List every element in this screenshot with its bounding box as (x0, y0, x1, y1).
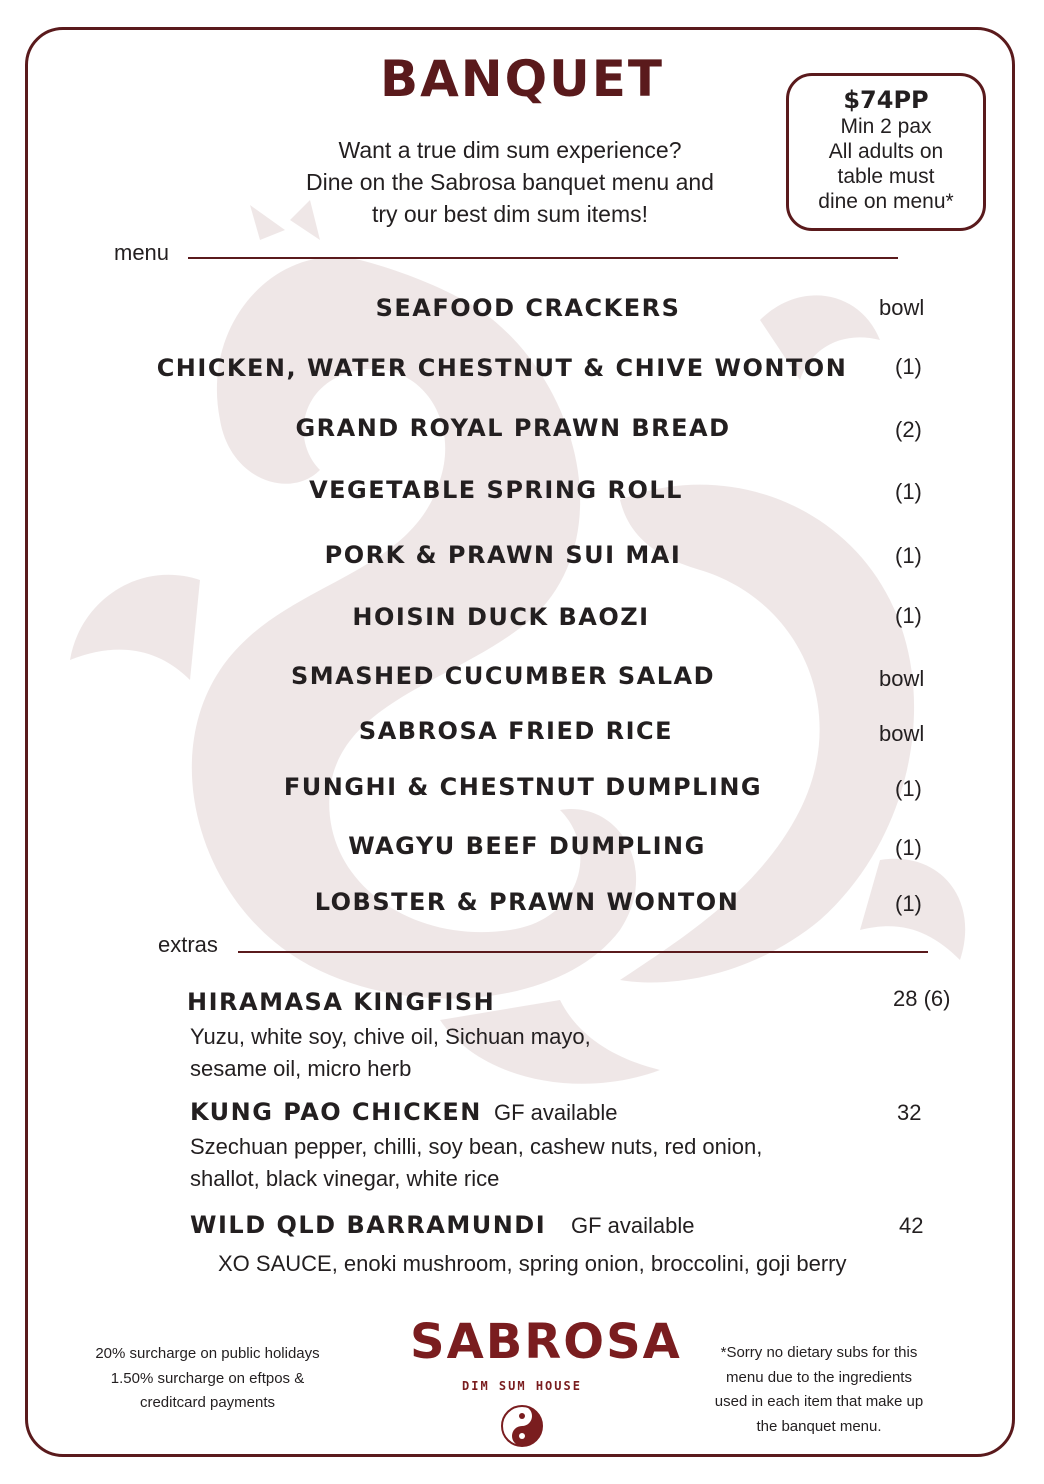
menu-item-qty: bowl (879, 295, 925, 320)
menu-item-name: LOBSTER & PRAWN WONTON (314, 888, 740, 916)
menu-item-qty: (1) (895, 835, 922, 860)
menu-item-name: SMASHED CUCUMBER SALAD (290, 662, 716, 690)
gf-note: GF available (571, 1213, 695, 1238)
menu-item-qty: (1) (895, 776, 922, 801)
extra-item-price: 42 (899, 1213, 924, 1238)
footer-line: the banquet menu. (756, 1417, 882, 1435)
footer-line: *Sorry no dietary subs for this (720, 1344, 918, 1361)
intro-line: Want a true dim sum experience? (338, 137, 682, 163)
menu-item-name: CHICKEN, WATER CHESTNUT & CHIVE WONTON (156, 354, 848, 382)
menu-item-qty: bowl (879, 721, 925, 746)
page-title: BANQUET (379, 50, 665, 108)
price-condition: Min 2 pax (840, 115, 932, 138)
logo-subtitle: DIM SUM HOUSE (462, 1379, 582, 1393)
extras-section-label: extras (158, 932, 218, 957)
extra-item-description: Yuzu, white soy, chive oil, Sichuan mayo, (190, 1024, 591, 1049)
menu-item-qty: (1) (895, 354, 922, 379)
extras-divider (238, 951, 928, 953)
menu-item-name: GRAND ROYAL PRAWN BREAD (295, 414, 731, 442)
sabrosa-logo: SABROSA (410, 1314, 682, 1370)
footer-line: 1.50% surcharge on eftpos & (110, 1369, 305, 1387)
gf-note: GF available (494, 1100, 618, 1125)
footer-line: creditcard payments (139, 1394, 276, 1411)
extra-item-description: Szechuan pepper, chilli, soy bean, cashew nuts, red onion, (190, 1134, 763, 1159)
intro-line: Dine on the Sabrosa banquet menu and (306, 169, 714, 195)
footer-line: 20% surcharge on public holidays (95, 1345, 320, 1362)
extra-item-price: 32 (897, 1100, 922, 1125)
extra-item-description: XO SAUCE, enoki mushroom, spring onion, broccolini, goji berry (218, 1251, 847, 1276)
price-condition: table must (837, 165, 935, 188)
extra-item-description: sesame oil, micro herb (190, 1056, 412, 1081)
dietary-note (690, 1341, 948, 1439)
menu-item-name: FUNGHI & CHESTNUT DUMPLING (283, 773, 763, 801)
extra-item-price: 28 (6) (893, 986, 951, 1011)
intro-text (260, 134, 760, 230)
menu-item-qty: (1) (895, 543, 922, 568)
footer-line: used in each item that make up (714, 1393, 924, 1410)
price-condition: All adults on (828, 140, 944, 163)
surcharge-note (70, 1342, 345, 1416)
menu-item-qty: (1) (895, 479, 922, 504)
menu-item-qty: (1) (895, 891, 922, 916)
price-box (786, 73, 986, 231)
menu-item-qty: bowl (879, 666, 925, 691)
extra-item-name: KUNG PAO CHICKEN (190, 1098, 482, 1126)
extra-item-name: WILD QLD BARRAMUNDI (190, 1211, 547, 1239)
extra-item-name: HIRAMASA KINGFISH (187, 988, 496, 1016)
menu-item-name: PORK & PRAWN SUI MAI (324, 541, 682, 569)
menu-item-name: SEAFOOD CRACKERS (375, 294, 681, 322)
extra-item-description: shallot, black vinegar, white rice (190, 1166, 500, 1191)
menu-item-qty: (2) (895, 417, 922, 442)
menu-item-name: VEGETABLE SPRING ROLL (309, 476, 683, 504)
intro-line: try our best dim sum items! (371, 201, 649, 227)
menu-item-name: HOISIN DUCK BAOZI (352, 603, 650, 631)
price-condition: dine on menu* (818, 190, 954, 213)
price-amount: $74PP (843, 86, 929, 114)
menu-section-label: menu (114, 240, 170, 265)
menu-item-name: SABROSA FRIED RICE (358, 717, 674, 745)
yin-yang-icon (500, 1404, 544, 1448)
footer-line: menu due to the ingredients (726, 1368, 912, 1386)
menu-divider (188, 257, 898, 259)
menu-item-qty: (1) (895, 603, 922, 628)
menu-item-name: WAGYU BEEF DUMPLING (348, 832, 706, 860)
